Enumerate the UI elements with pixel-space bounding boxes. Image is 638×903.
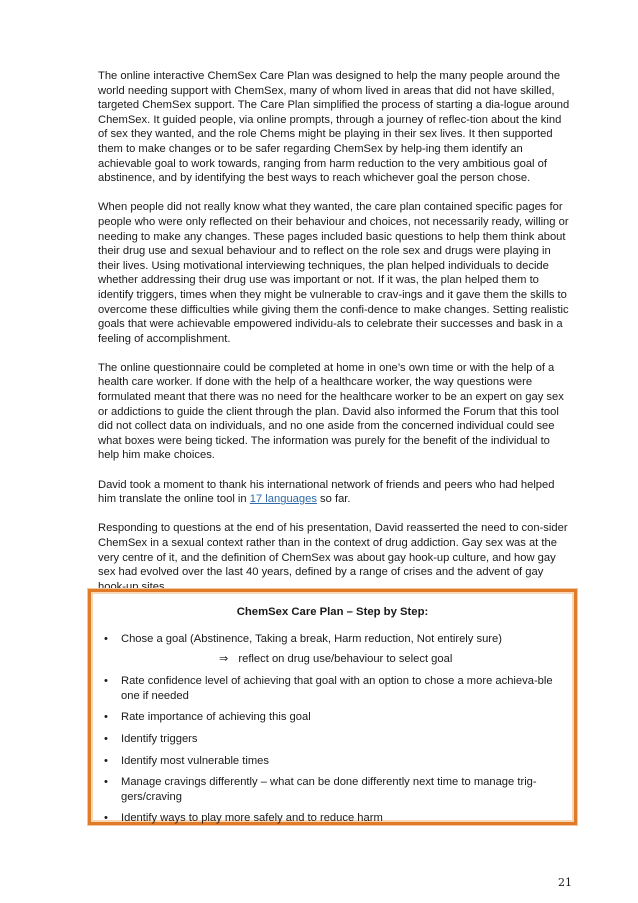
step-text: Identify ways to play more safely and to reduce harm <box>121 812 383 825</box>
step-text: Chose a goal (Abstinence, Taking a break, Harm reduction, Not entirely sure) <box>121 633 502 645</box>
step-text: Identify triggers <box>121 732 198 745</box>
paragraph <box>98 478 573 507</box>
bullet-icon: • <box>104 732 108 745</box>
bullet-icon: • <box>104 812 108 825</box>
list-item <box>101 710 556 725</box>
step-text: Manage cravings differently – what can be done differently next time to manage trig-gers/craving <box>121 776 537 803</box>
step-list <box>91 632 574 647</box>
bullet-icon: • <box>104 675 108 688</box>
list-item <box>101 632 556 647</box>
list-item <box>101 732 556 747</box>
step-text: Rate importance of achieving this goal <box>121 711 311 724</box>
paragraph-text: so far. <box>316 493 351 506</box>
list-item <box>101 811 556 826</box>
paragraph: Responding to questions at the end of his presentation, David reasserted the need to con-sider ChemSex in a sexual context rather than in the context of drug addiction. Gay sex was at the very centre of it, and the definition of ChemSex was about gay hook-up culture, and how gay sex had evolved over the last 40 years, defined by a range of crises and the advent of gay hook-up sites. <box>98 522 568 593</box>
sub-step-text: reflect on drug use/behaviour to select goal <box>238 652 453 665</box>
paragraph: The online questionnaire could be completed at home in one’s own time or with the help of a health care worker. If done with the help of a healthcare worker, the way questions were formulated meant that there was no need for the healthcare worker to be an expert on gay sex or addictions to guide the client through the plan. David also informed the Forum that this tool did not collect data on individuals, and no one aside from the concerned individual could see what boxes were being ticked. The information was purely for the benefit of the individual to help him make choices. <box>98 361 564 462</box>
languages-link[interactable]: 17 languages <box>249 493 317 506</box>
box-title: ChemSex Care Plan – Step by Step: <box>236 606 429 618</box>
page-number: 21 <box>558 876 572 889</box>
bullet-icon: • <box>104 776 108 789</box>
step-text: Identify most vulnerable times <box>121 754 269 767</box>
paragraph: The online interactive ChemSex Care Plan was designed to help the many people around the world needing support with ChemSex, many of whom lived in areas that did not have skilled, targeted ChemSex support. The Care Plan simplified the process of starting a dia-logue around ChemSex. It guided people, via online prompts, through a journey of reflec-tion about the kind of sex they wanted, and the role Chems might be playing in their sex lives. It then supported them to make changes or to be safer regarding ChemSex by help-ing them identify an achievable goal to work towards, ranging from harm reduction to the very ambitious goal of abstinence, and by identifying the best ways to reach whichever goal the person chose. <box>98 70 570 185</box>
list-item <box>101 775 556 804</box>
article-body <box>98 69 573 609</box>
bullet-icon: • <box>104 633 108 645</box>
paragraph-text: David took a moment to thank his international network of friends and peers who had helped him translate the online tool in <box>98 478 555 506</box>
sub-step <box>91 652 574 667</box>
bullet-icon: • <box>104 711 108 724</box>
paragraph: When people did not really know what they wanted, the care plan contained specific pages for people who were only reflected on their behaviour and choices, not necessarily ready, willing or needing to make any changes. These pages included basic questions to help them think about their drug use and sexual behaviour and to reflect on the role sex and drugs were playing in their lives. Using motivational interviewing techniques, the plan helped individuals to decide whether addressing their drug use was important or not. If it was, the plan helped them to identify triggers, times when they might be vulnerable to crav-ings and it gave them the skills to overcome these difficulties while giving them the confi-dence to make changes. Setting realistic goals that were achievable empowered individu-als to celebrate their successes and bask in a feeling of accomplishment. <box>98 201 569 345</box>
step-text: Rate confidence level of achieving that goal with an option to chose a more achieva-ble one if needed <box>121 675 553 702</box>
care-plan-box <box>88 589 577 825</box>
bullet-icon: • <box>104 754 108 767</box>
implies-arrow-icon: ⇒ <box>219 652 229 665</box>
step-list <box>91 674 574 826</box>
list-item <box>101 754 556 769</box>
list-item <box>101 674 556 703</box>
